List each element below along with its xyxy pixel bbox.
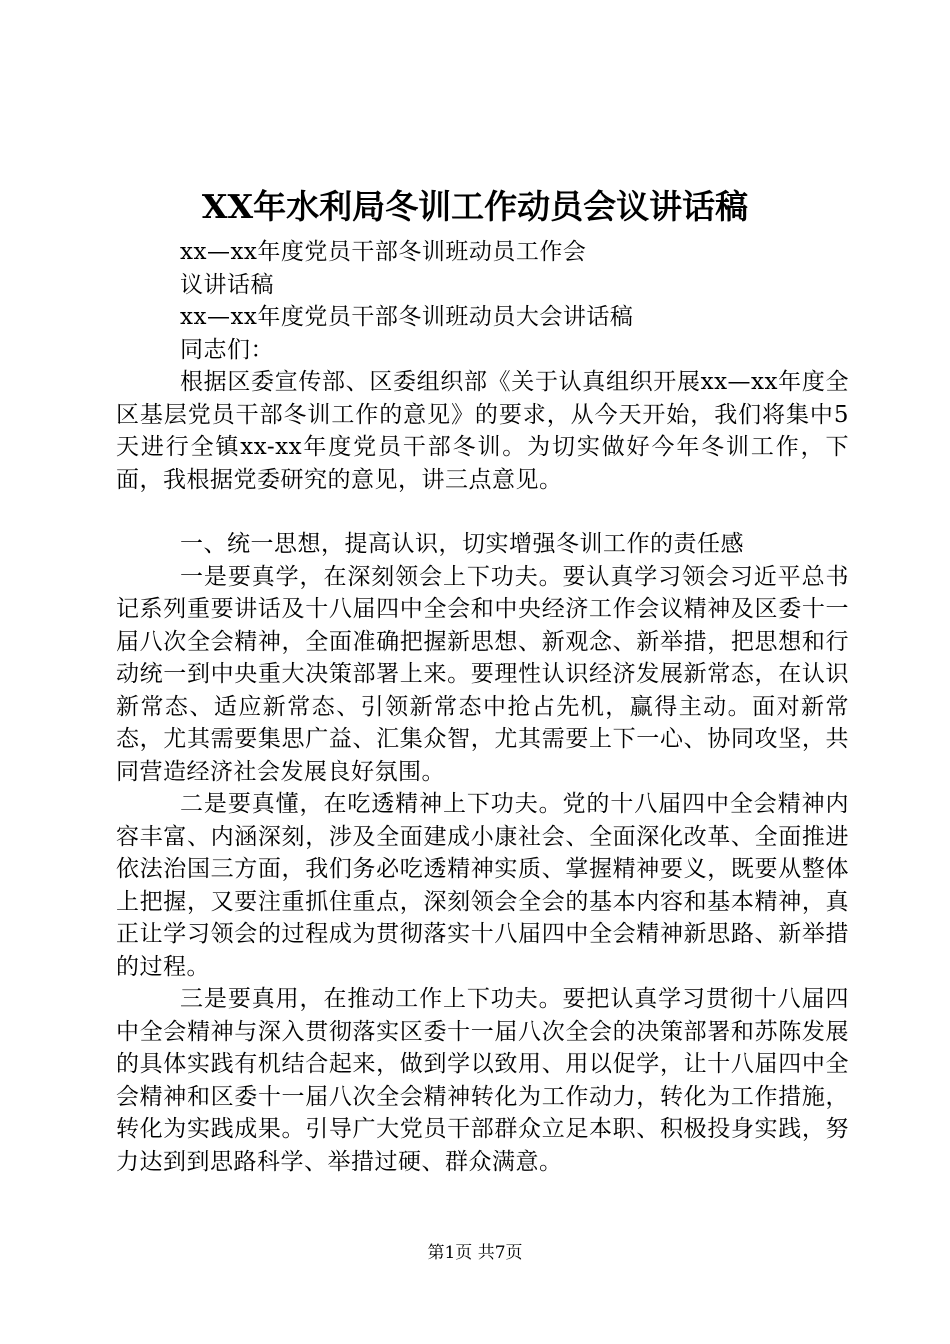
heading-line-1: xx—xx年度党员干部冬训班动员工作会 — [180, 239, 587, 265]
salutation: 同志们： — [180, 336, 274, 363]
page-number: 第1页 共7页 — [427, 1243, 523, 1263]
paragraph-study: 一是要真学，在深刻领会上下功夫。要认真学习领会习近平总书记系列重要讲话及十八届四中全会和中央经济工作会议精神及区委十一届八次全会精神，全面准确把握新思想、新观念、新举措，把思想和行动统一到中央重大决策部署上来。要理性认识经济发展新常态，在认识新常态、适应新常态、引领新常态中抢占先机，赢得主动。面对新常态，尤其需要集思广益、汇集众智，尤其需要上下一心、协同攻坚，共同营造经济社会发展良好氛围。 — [116, 563, 849, 785]
heading-line-3: xx—xx年度党员干部冬训班动员大会讲话稿 — [180, 304, 634, 330]
document-title: XX年水利局冬训工作动员会议讲话稿 — [201, 187, 749, 226]
section-heading: 一、统一思想，提高认识，切实增强冬训工作的责任感 — [180, 531, 744, 557]
intro-paragraph: 根据区委宣传部、区委组织部《关于认真组织开展xx—xx年度全区基层党员干部冬训工作的意见》的要求，从今天开始，我们将集中5天进行全镇xx-xx年度党员干部冬训。为切实做好今年冬训工作，下面，我根据党委研究的意见，讲三点意见。 — [116, 369, 849, 493]
heading-line-2: 议讲话稿 — [180, 271, 274, 298]
paragraph-apply: 三是要真用，在推动工作上下功夫。要把认真学习贯彻十八届四中全会精神与深入贯彻落实区委十一届八次全会的决策部署和苏陈发展的具体实践有机结合起来，做到学以致用、用以促学，让十八届四中全会精神和区委十一届八次全会精神转化为工作动力，转化为工作措施，转化为实践成果。引导广大党员干部群众立足本职、积极投身实践，努力达到到思路科学、举措过硬、群众满意。 — [116, 986, 849, 1175]
paragraph-understand: 二是要真懂，在吃透精神上下功夫。党的十八届四中全会精神内容丰富、内涵深刻，涉及全面建成小康社会、全面深化改革、全面推进依法治国三方面，我们务必吃透精神实质、掌握精神要义，既要从整体上把握，又要注重抓住重点，深刻领会全会的基本内容和基本精神，真正让学习领会的过程成为贯彻落实十八届四中全会精神新思路、新举措的过程。 — [116, 791, 849, 980]
paragraph-gap — [116, 496, 849, 528]
document-body — [116, 236, 849, 1178]
